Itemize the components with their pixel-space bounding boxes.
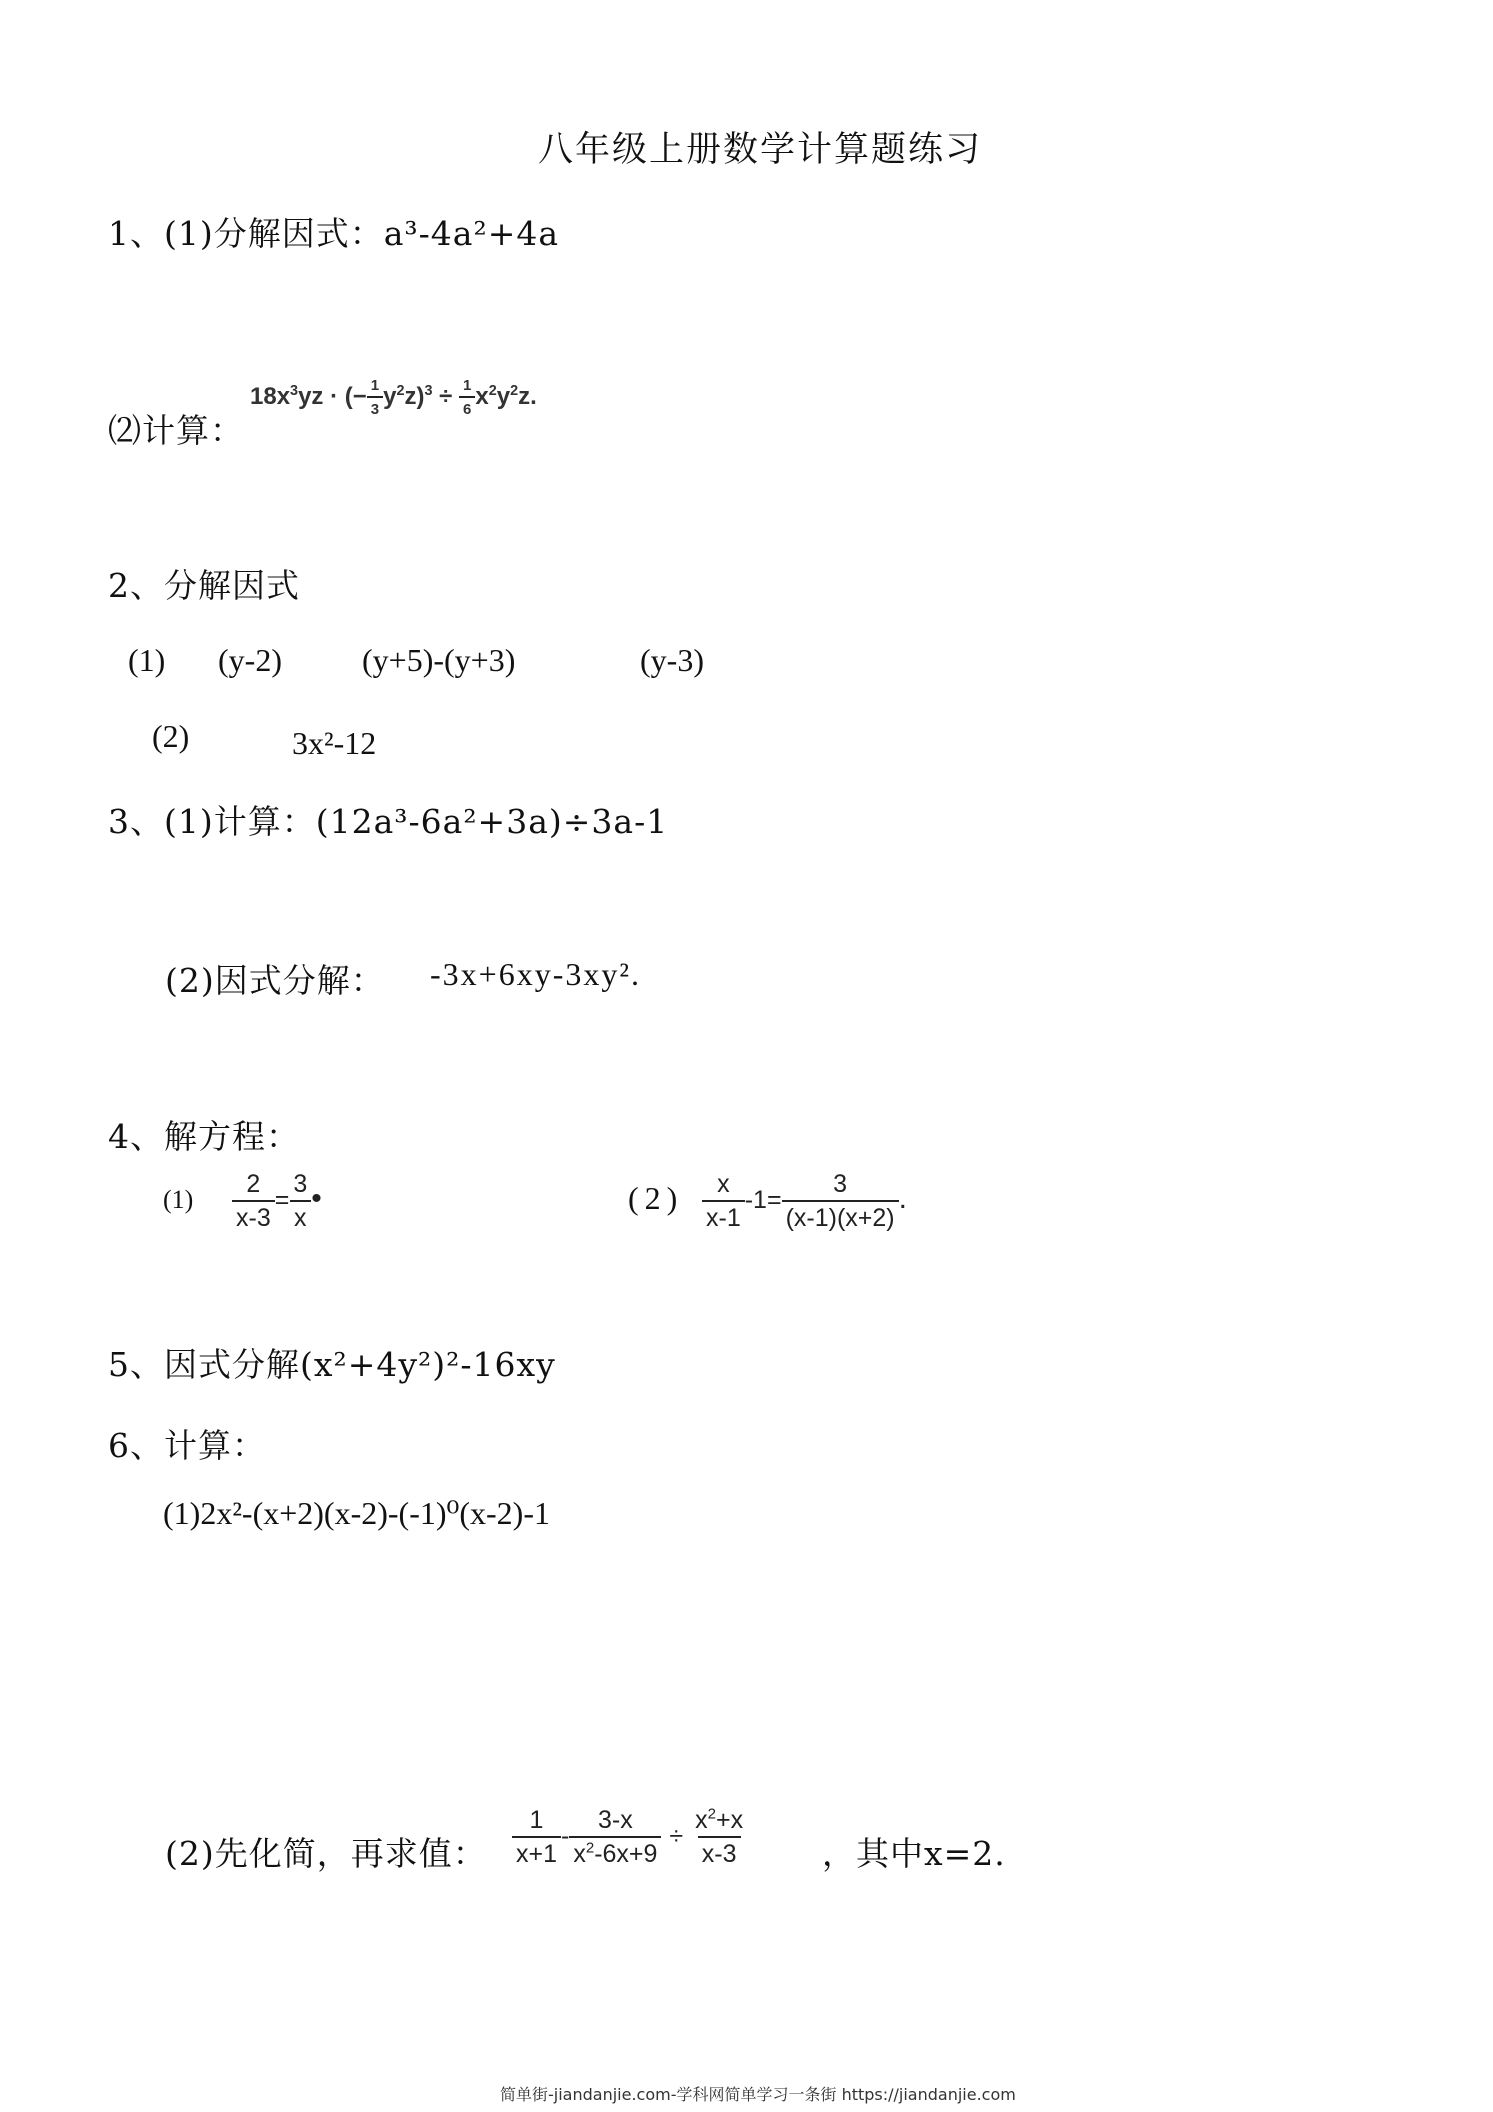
equals-sign: = bbox=[274, 1186, 290, 1215]
question-2-part-1-term-c: (y-3) bbox=[640, 642, 704, 678]
denominator: x-1 bbox=[702, 1200, 745, 1231]
denominator: $x^2-6x+9$ bbox=[569, 1836, 661, 1867]
expr-term: z. bbox=[518, 382, 537, 410]
numerator: 2 bbox=[246, 1170, 261, 1198]
fraction bbox=[702, 1172, 745, 1231]
fraction bbox=[232, 1172, 275, 1231]
numerator: 1 bbox=[529, 1806, 544, 1834]
question-3-part-2-expression: -3x+6xy-3xy². bbox=[430, 956, 641, 992]
fraction: $\frac{1}{3}$ bbox=[367, 378, 383, 417]
denominator: (x-1)(x+2) bbox=[782, 1200, 899, 1231]
question-6-label: 6、计算： bbox=[108, 1426, 266, 1465]
question-4-part-1-equation bbox=[232, 1172, 322, 1231]
footer-watermark: 简单街-jiandanjie.com-学科网简单学习一条街 https://jiandanjie.com bbox=[500, 2085, 1016, 2104]
question-3-part-2-label: (2)因式分解： bbox=[165, 961, 385, 1000]
numerator: x bbox=[717, 1170, 730, 1198]
numerator: 3 bbox=[293, 1170, 308, 1198]
question-4-part-2-number: (2) bbox=[628, 1180, 684, 1216]
expr-term: yz · (− bbox=[298, 382, 367, 410]
question-1-part-2-expression: $18x^3yz$ · (− $\frac{1}{3}$ $y^2z)^3$ ÷ $\frac{1}{6}$ $x^2y^2z$. bbox=[250, 377, 537, 418]
expr-term: -6x+9 bbox=[594, 1840, 658, 1868]
denominator: x-3 bbox=[698, 1836, 741, 1867]
question-2-label: 2、分解因式 bbox=[108, 566, 300, 605]
minus-sign: - bbox=[561, 1822, 570, 1851]
question-5: 5、因式分解(x²+4y²)²-16xy bbox=[108, 1345, 556, 1384]
expr-term: z) bbox=[404, 382, 425, 410]
question-2-part-1-term-b: (y+5)-(y+3) bbox=[362, 642, 516, 678]
numerator: 3 bbox=[833, 1170, 848, 1198]
denominator: x bbox=[290, 1200, 311, 1231]
fraction bbox=[512, 1808, 561, 1867]
divide-sign: ÷ bbox=[669, 1822, 684, 1851]
numerator: 3-x bbox=[598, 1806, 633, 1834]
question-6-part-2-label: (2)先化简，再求值： bbox=[165, 1834, 487, 1873]
expr-term: -1= bbox=[744, 1186, 782, 1215]
question-1-part-2-label: ⑵计算： bbox=[108, 411, 244, 450]
question-1-part-1: 1、(1)分解因式：a³-4a²+4a bbox=[108, 214, 560, 253]
fraction bbox=[569, 1808, 661, 1867]
end-dot: . bbox=[898, 1182, 907, 1216]
fraction: $\frac{1}{6}$ bbox=[459, 378, 475, 417]
question-4-label: 4、解方程： bbox=[108, 1117, 300, 1156]
end-dot: • bbox=[311, 1182, 322, 1216]
expr-term: x bbox=[695, 1806, 708, 1834]
question-3-part-1: 3、(1)计算：(12a³-6a²+3a)÷3a-1 bbox=[108, 802, 669, 841]
expr-term: 18x bbox=[250, 382, 291, 410]
expr-term: x bbox=[475, 382, 489, 410]
question-2-part-2-number: (2) bbox=[152, 718, 190, 754]
question-2-part-1-term-a: (y-2) bbox=[218, 642, 282, 678]
question-2-part-2-expression: 3x²-12 bbox=[292, 725, 377, 761]
question-4-part-1-number: (1) bbox=[163, 1185, 194, 1214]
fraction bbox=[289, 1172, 311, 1231]
expr-term: y bbox=[383, 382, 397, 410]
question-6-part-2-condition: ，其中x=2. bbox=[822, 1834, 1006, 1873]
question-6-part-1: (1)2x²-(x+2)(x-2)-(-1)⁰(x-2)-1 bbox=[163, 1495, 550, 1531]
expr-term: y bbox=[496, 382, 511, 410]
denominator: x+1 bbox=[512, 1836, 561, 1867]
question-2-part-1-number: (1) bbox=[128, 642, 166, 678]
fraction bbox=[782, 1172, 899, 1231]
page-title: 八年级上册数学计算题练习 bbox=[538, 130, 983, 170]
question-4-part-2-equation bbox=[702, 1172, 907, 1231]
denominator: x-3 bbox=[232, 1200, 275, 1231]
expr-term: +x bbox=[716, 1806, 744, 1834]
fraction: $\frac{x^2+x}{x-3}$ bbox=[695, 1805, 744, 1868]
question-6-part-2-expression bbox=[512, 1805, 747, 1868]
expr-term: x bbox=[573, 1840, 586, 1868]
expr-term: ÷ bbox=[432, 382, 459, 410]
